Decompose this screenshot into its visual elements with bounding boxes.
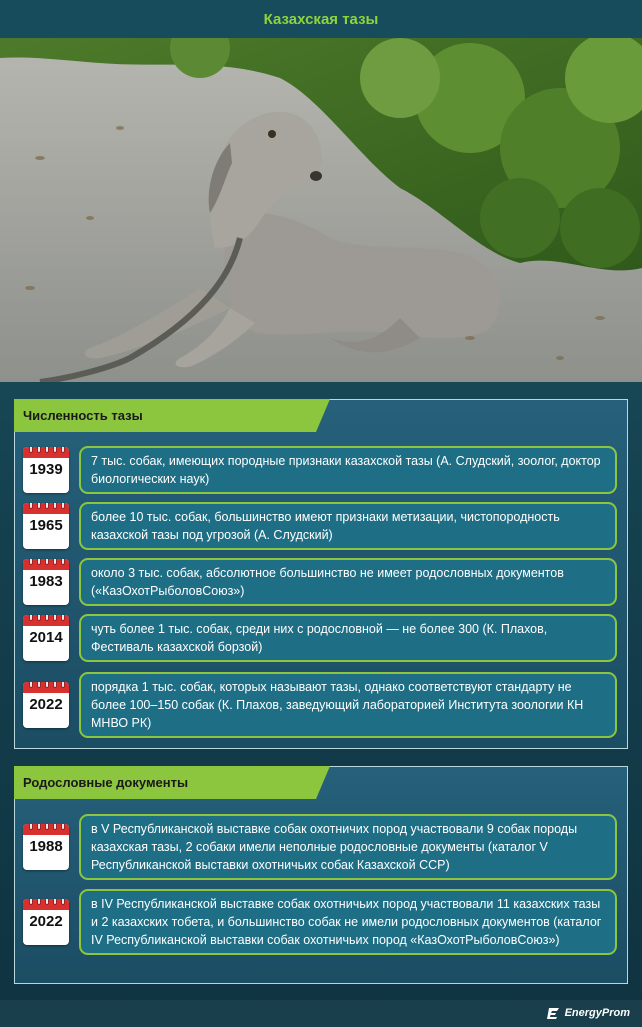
list-item: [23, 614, 617, 662]
year-label: 1988: [29, 838, 63, 855]
fact-text: более 10 тыс. собак, большинство имеют признаки метизации, чистопородность казахской тазы под угрозой (А. Слудский): [79, 502, 617, 550]
documents-panel: [14, 766, 628, 984]
logo-icon: [547, 1006, 561, 1020]
calendar-icon: [23, 682, 69, 728]
calendar-icon: [23, 899, 69, 945]
fact-text: около 3 тыс. собак, абсолютное большинство не имеет родословных документов («КазОхотРыболовСоюз»): [79, 558, 617, 606]
calendar-icon: [23, 615, 69, 661]
year-label: 1983: [29, 573, 63, 590]
year-label: 2022: [29, 913, 63, 930]
calendar-icon: [23, 824, 69, 870]
fact-text: чуть более 1 тыс. собак, среди них с родословной — не более 300 (К. Плахов, Фестиваль казахской борзой): [79, 614, 617, 662]
header: [0, 0, 642, 38]
calendar-icon: [23, 503, 69, 549]
fact-text: в V Республиканской выставке собак охотничих пород участвовали 9 собак породы казахская тазы, 2 собаки имели неполные родословные документы (каталог V Республиканской выставки охотничьих собак Казахской ССР): [79, 814, 617, 880]
list-item: [23, 814, 617, 880]
list-item: [23, 889, 617, 955]
documents-section-title: Родословные документы: [14, 766, 316, 799]
numbers-section-title: Численность тазы: [14, 399, 316, 432]
list-item: [23, 502, 617, 550]
page-title: Казахская тазы: [263, 10, 379, 28]
list-item: [23, 558, 617, 606]
fact-text: порядка 1 тыс. собак, которых называют тазы, однако соответствуют стандарту не более 100–150 собак (К. Плахов, заведующий лабораторией Института зоологии КН МНВО РК): [79, 672, 617, 738]
year-label: 2022: [29, 696, 63, 713]
numbers-panel: [14, 399, 628, 749]
footer: [0, 1000, 642, 1027]
energyprom-logo: [547, 1006, 630, 1020]
year-label: 1939: [29, 461, 63, 478]
dog-photo: [0, 38, 642, 382]
logo-text: EnergyProm: [564, 1007, 630, 1019]
list-item: [23, 672, 617, 738]
fact-text: 7 тыс. собак, имеющих породные признаки казахской тазы (А. Слудский, зоолог, доктор биологических наук): [79, 446, 617, 494]
year-label: 1965: [29, 517, 63, 534]
calendar-icon: [23, 559, 69, 605]
list-item: [23, 446, 617, 494]
fact-text: в IV Республиканской выставке собак охотничьих пород участвовали 11 казахских тазы и 2 казахских тобета, и большинство собак не имели родословных документов (каталог IV Республиканской выставки собак охотничьих пород «КазОхотРыболовСоюз»): [79, 889, 617, 955]
calendar-icon: [23, 447, 69, 493]
year-label: 2014: [29, 629, 63, 646]
